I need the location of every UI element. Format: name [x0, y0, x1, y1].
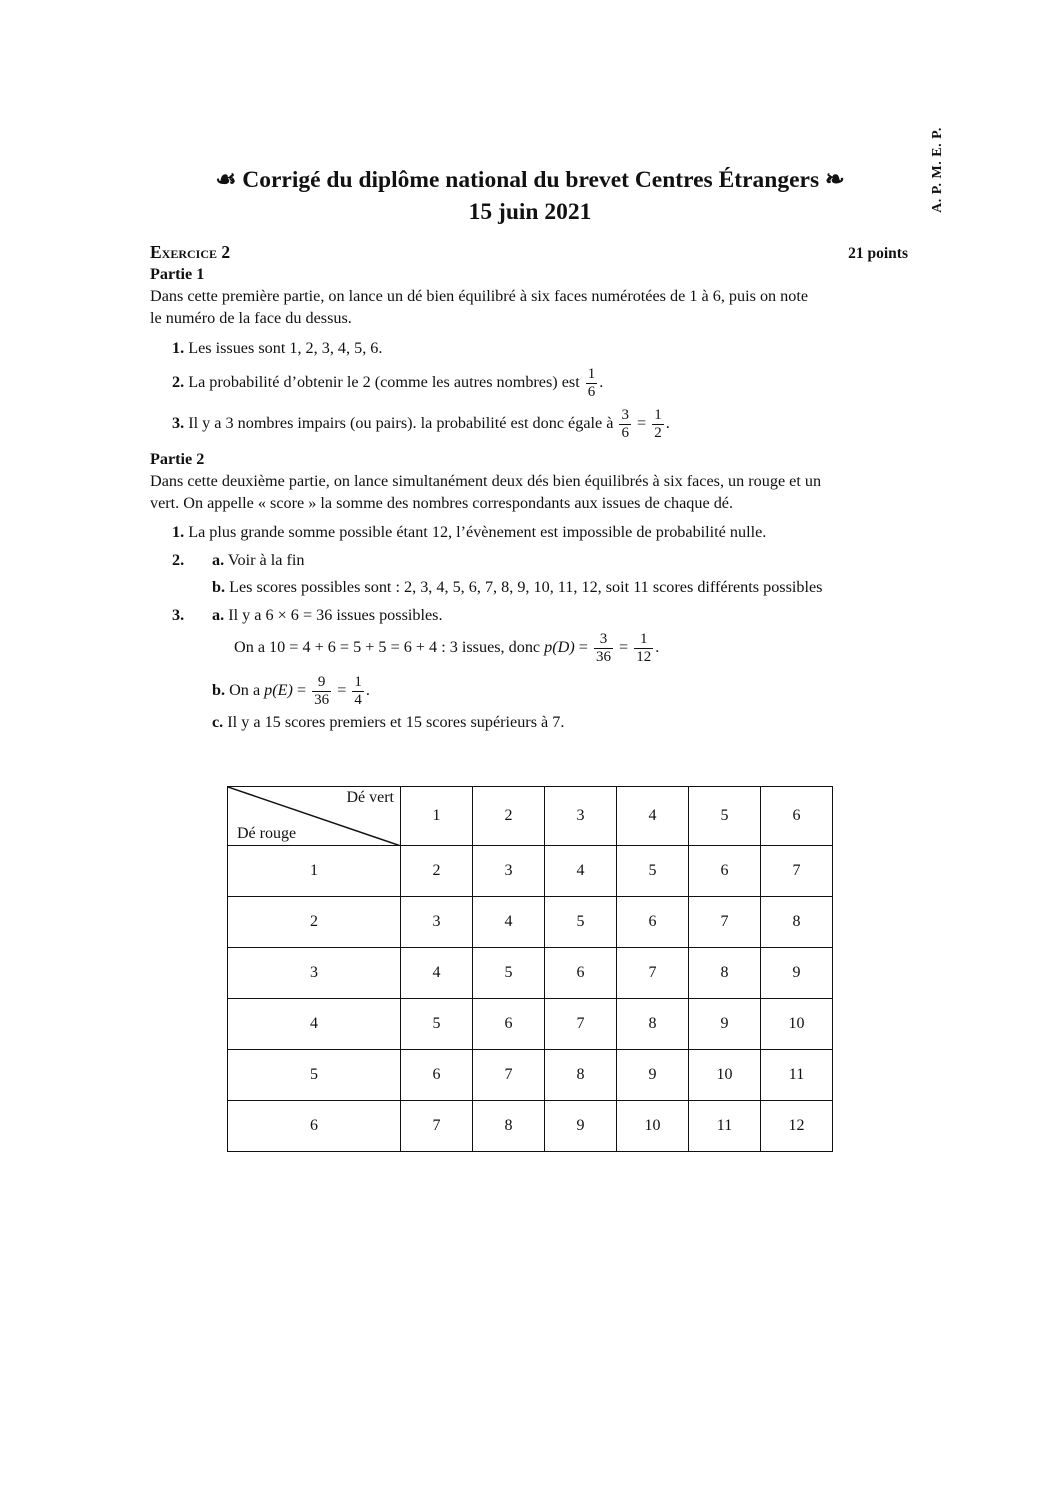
sub-label: c.: [212, 713, 224, 731]
score-cell: 8: [473, 1101, 545, 1152]
score-cell: 3: [401, 897, 473, 948]
column-header: 2: [473, 787, 545, 846]
partie2-q3c: [212, 712, 564, 732]
score-cell: 5: [545, 897, 617, 948]
row-header: 2: [228, 897, 401, 948]
column-header: 6: [761, 787, 833, 846]
fraction: [594, 631, 613, 666]
exercise-points: 21 points: [848, 245, 908, 262]
partie1-intro-line2: le numéro de la face du dessus.: [150, 309, 352, 327]
item-text: Il y a 3 nombres impairs (ou pairs). la probabilité est donc égale à: [188, 414, 614, 432]
table-corner-cell: [228, 787, 401, 846]
fraction: [312, 674, 331, 709]
score-cell: 7: [545, 999, 617, 1050]
sub-text: Il y a 15 scores premiers et 15 scores supérieurs à 7.: [227, 713, 565, 731]
fraction-numerator: 3: [621, 406, 629, 423]
fraction-denominator: 4: [354, 691, 362, 708]
partie2-q3a-line1: [212, 605, 443, 625]
score-cell: 6: [689, 846, 761, 897]
fraction-numerator: 1: [354, 673, 362, 690]
fraction-numerator: 1: [654, 406, 662, 423]
partie2-intro-line2: vert. On appelle « score » la somme des nombres correspondants aux issues de chaque dé.: [150, 494, 734, 512]
fraction-numerator: 9: [312, 674, 331, 692]
punctuation: .: [599, 373, 604, 391]
sub-text: On a: [229, 681, 261, 699]
score-cell: 9: [545, 1101, 617, 1152]
equals-sign: =: [619, 638, 629, 656]
partie1-item-1: [172, 338, 382, 358]
fraction: [352, 674, 364, 709]
row-header: 6: [228, 1101, 401, 1152]
exercise-title: Exercice 2: [150, 242, 231, 262]
score-cell: 6: [401, 1050, 473, 1101]
item-text: Les issues sont 1, 2, 3, 4, 5, 6.: [188, 339, 383, 357]
row-header: 1: [228, 846, 401, 897]
fraction-denominator: 36: [595, 648, 611, 665]
probability-expression: p(D): [544, 638, 575, 656]
score-cell: 9: [761, 948, 833, 999]
probability-expression: p(E): [264, 681, 293, 699]
document-title: [150, 165, 910, 194]
score-cell: 8: [689, 948, 761, 999]
fraction: [619, 407, 631, 442]
side-label-text: A. P. M. E. P.: [930, 127, 945, 213]
partie2-q3a-line2: [234, 627, 659, 667]
equals-sign: =: [637, 414, 647, 432]
table-row: [228, 999, 833, 1050]
score-cell: 5: [473, 948, 545, 999]
score-table: [227, 786, 833, 1152]
partie1-heading: Partie 1: [150, 265, 205, 283]
table-header-row: [228, 787, 833, 846]
punctuation: .: [655, 638, 660, 656]
fraction-numerator: 3: [594, 631, 613, 649]
score-cell: 11: [689, 1101, 761, 1152]
score-cell: 4: [401, 948, 473, 999]
table-row: [228, 897, 833, 948]
title-text: Corrigé du diplôme national du brevet Centres Étrangers: [242, 167, 820, 193]
sub-text: Les scores possibles sont : 2, 3, 4, 5, 6, 7, 8, 9, 10, 11, 12, soit 11 scores différents possibles: [229, 578, 823, 596]
score-cell: 8: [545, 1050, 617, 1101]
table-row: [228, 846, 833, 897]
row-header: 3: [228, 948, 401, 999]
score-cell: 6: [545, 948, 617, 999]
partie1-item-3: [172, 403, 670, 443]
row-header: 4: [228, 999, 401, 1050]
equals-sign: =: [578, 638, 588, 656]
score-cell: 11: [761, 1050, 833, 1101]
partie2-intro-line1: Dans cette deuxième partie, on lance simultanément deux dés bien équilibrés à six faces, un rouge et un: [150, 472, 822, 490]
item-number: 1.: [172, 339, 185, 357]
score-cell: 10: [761, 999, 833, 1050]
score-cell: 6: [617, 897, 689, 948]
score-cell: 10: [617, 1101, 689, 1152]
punctuation: .: [365, 681, 370, 699]
sub-text: Il y a 6 × 6 = 36 issues possibles.: [228, 606, 443, 624]
partie2-q2b: [212, 577, 822, 597]
punctuation: .: [665, 414, 670, 432]
sub-label: b.: [212, 681, 226, 699]
score-cell: 4: [545, 846, 617, 897]
score-cell: 8: [617, 999, 689, 1050]
ornament-left-icon: ☙: [215, 167, 237, 193]
fraction: [652, 407, 664, 442]
score-cell: 7: [761, 846, 833, 897]
score-cell: 12: [761, 1101, 833, 1152]
partie2-q3-number: 3.: [172, 606, 185, 624]
score-cell: 6: [473, 999, 545, 1050]
partie2-q3b: [212, 670, 370, 710]
partie2-q1: [172, 522, 766, 542]
score-cell: 5: [401, 999, 473, 1050]
sub-text: On a 10 = 4 + 6 = 5 + 5 = 6 + 4 : 3 issues, donc: [234, 638, 541, 656]
fraction-numerator: 1: [587, 365, 596, 382]
fraction-numerator: 1: [634, 631, 653, 649]
score-cell: 7: [401, 1101, 473, 1152]
item-text: La plus grande somme possible étant 12, l’évènement est impossible de probabilité nulle.: [188, 523, 767, 541]
corner-label-red-die: Dé rouge: [237, 825, 297, 842]
partie1-intro-line1: Dans cette première partie, on lance un dé bien équilibré à six faces numérotées de 1 à 6, puis on note: [150, 287, 809, 305]
table-row: [228, 948, 833, 999]
corner-label-green-die: Dé vert: [346, 789, 394, 806]
score-cell: 7: [689, 897, 761, 948]
row-header: 5: [228, 1050, 401, 1101]
equals-sign: =: [296, 681, 307, 699]
fraction-denominator: 12: [636, 648, 652, 665]
sub-text: Voir à la fin: [227, 551, 305, 569]
item-number: 1.: [172, 523, 185, 541]
column-header: 5: [689, 787, 761, 846]
partie1-item-2: [172, 362, 603, 402]
side-label: [918, 120, 958, 220]
fraction: [634, 631, 653, 666]
partie2-q2-number: 2.: [172, 551, 185, 569]
score-cell: 10: [689, 1050, 761, 1101]
item-text: La probabilité d’obtenir le 2 (comme les autres nombres) est: [188, 373, 580, 391]
table-row: [228, 1101, 833, 1152]
fraction-denominator: 6: [621, 424, 629, 441]
partie2-heading: Partie 2: [150, 450, 205, 468]
score-cell: 2: [401, 846, 473, 897]
score-cell: 5: [617, 846, 689, 897]
fraction-denominator: 2: [654, 424, 662, 441]
score-cell: 8: [761, 897, 833, 948]
table-row: [228, 1050, 833, 1101]
document-date: 15 juin 2021: [468, 199, 592, 225]
equals-sign: =: [337, 681, 347, 699]
fraction: [586, 366, 598, 401]
sub-label: a.: [212, 551, 225, 569]
ornament-right-icon: ❧: [824, 167, 845, 193]
item-number: 2.: [172, 373, 185, 391]
column-header: 4: [617, 787, 689, 846]
column-header: 3: [545, 787, 617, 846]
sub-label: b.: [212, 578, 226, 596]
score-cell: 4: [473, 897, 545, 948]
sub-label: a.: [212, 606, 225, 624]
fraction-denominator: 6: [587, 383, 596, 400]
score-cell: 9: [689, 999, 761, 1050]
fraction-denominator: 36: [314, 691, 330, 708]
item-number: 3.: [172, 414, 185, 432]
score-cell: 3: [473, 846, 545, 897]
partie2-q2a: [212, 550, 304, 570]
score-cell: 7: [473, 1050, 545, 1101]
score-cell: 9: [617, 1050, 689, 1101]
column-header: 1: [401, 787, 473, 846]
score-cell: 7: [617, 948, 689, 999]
